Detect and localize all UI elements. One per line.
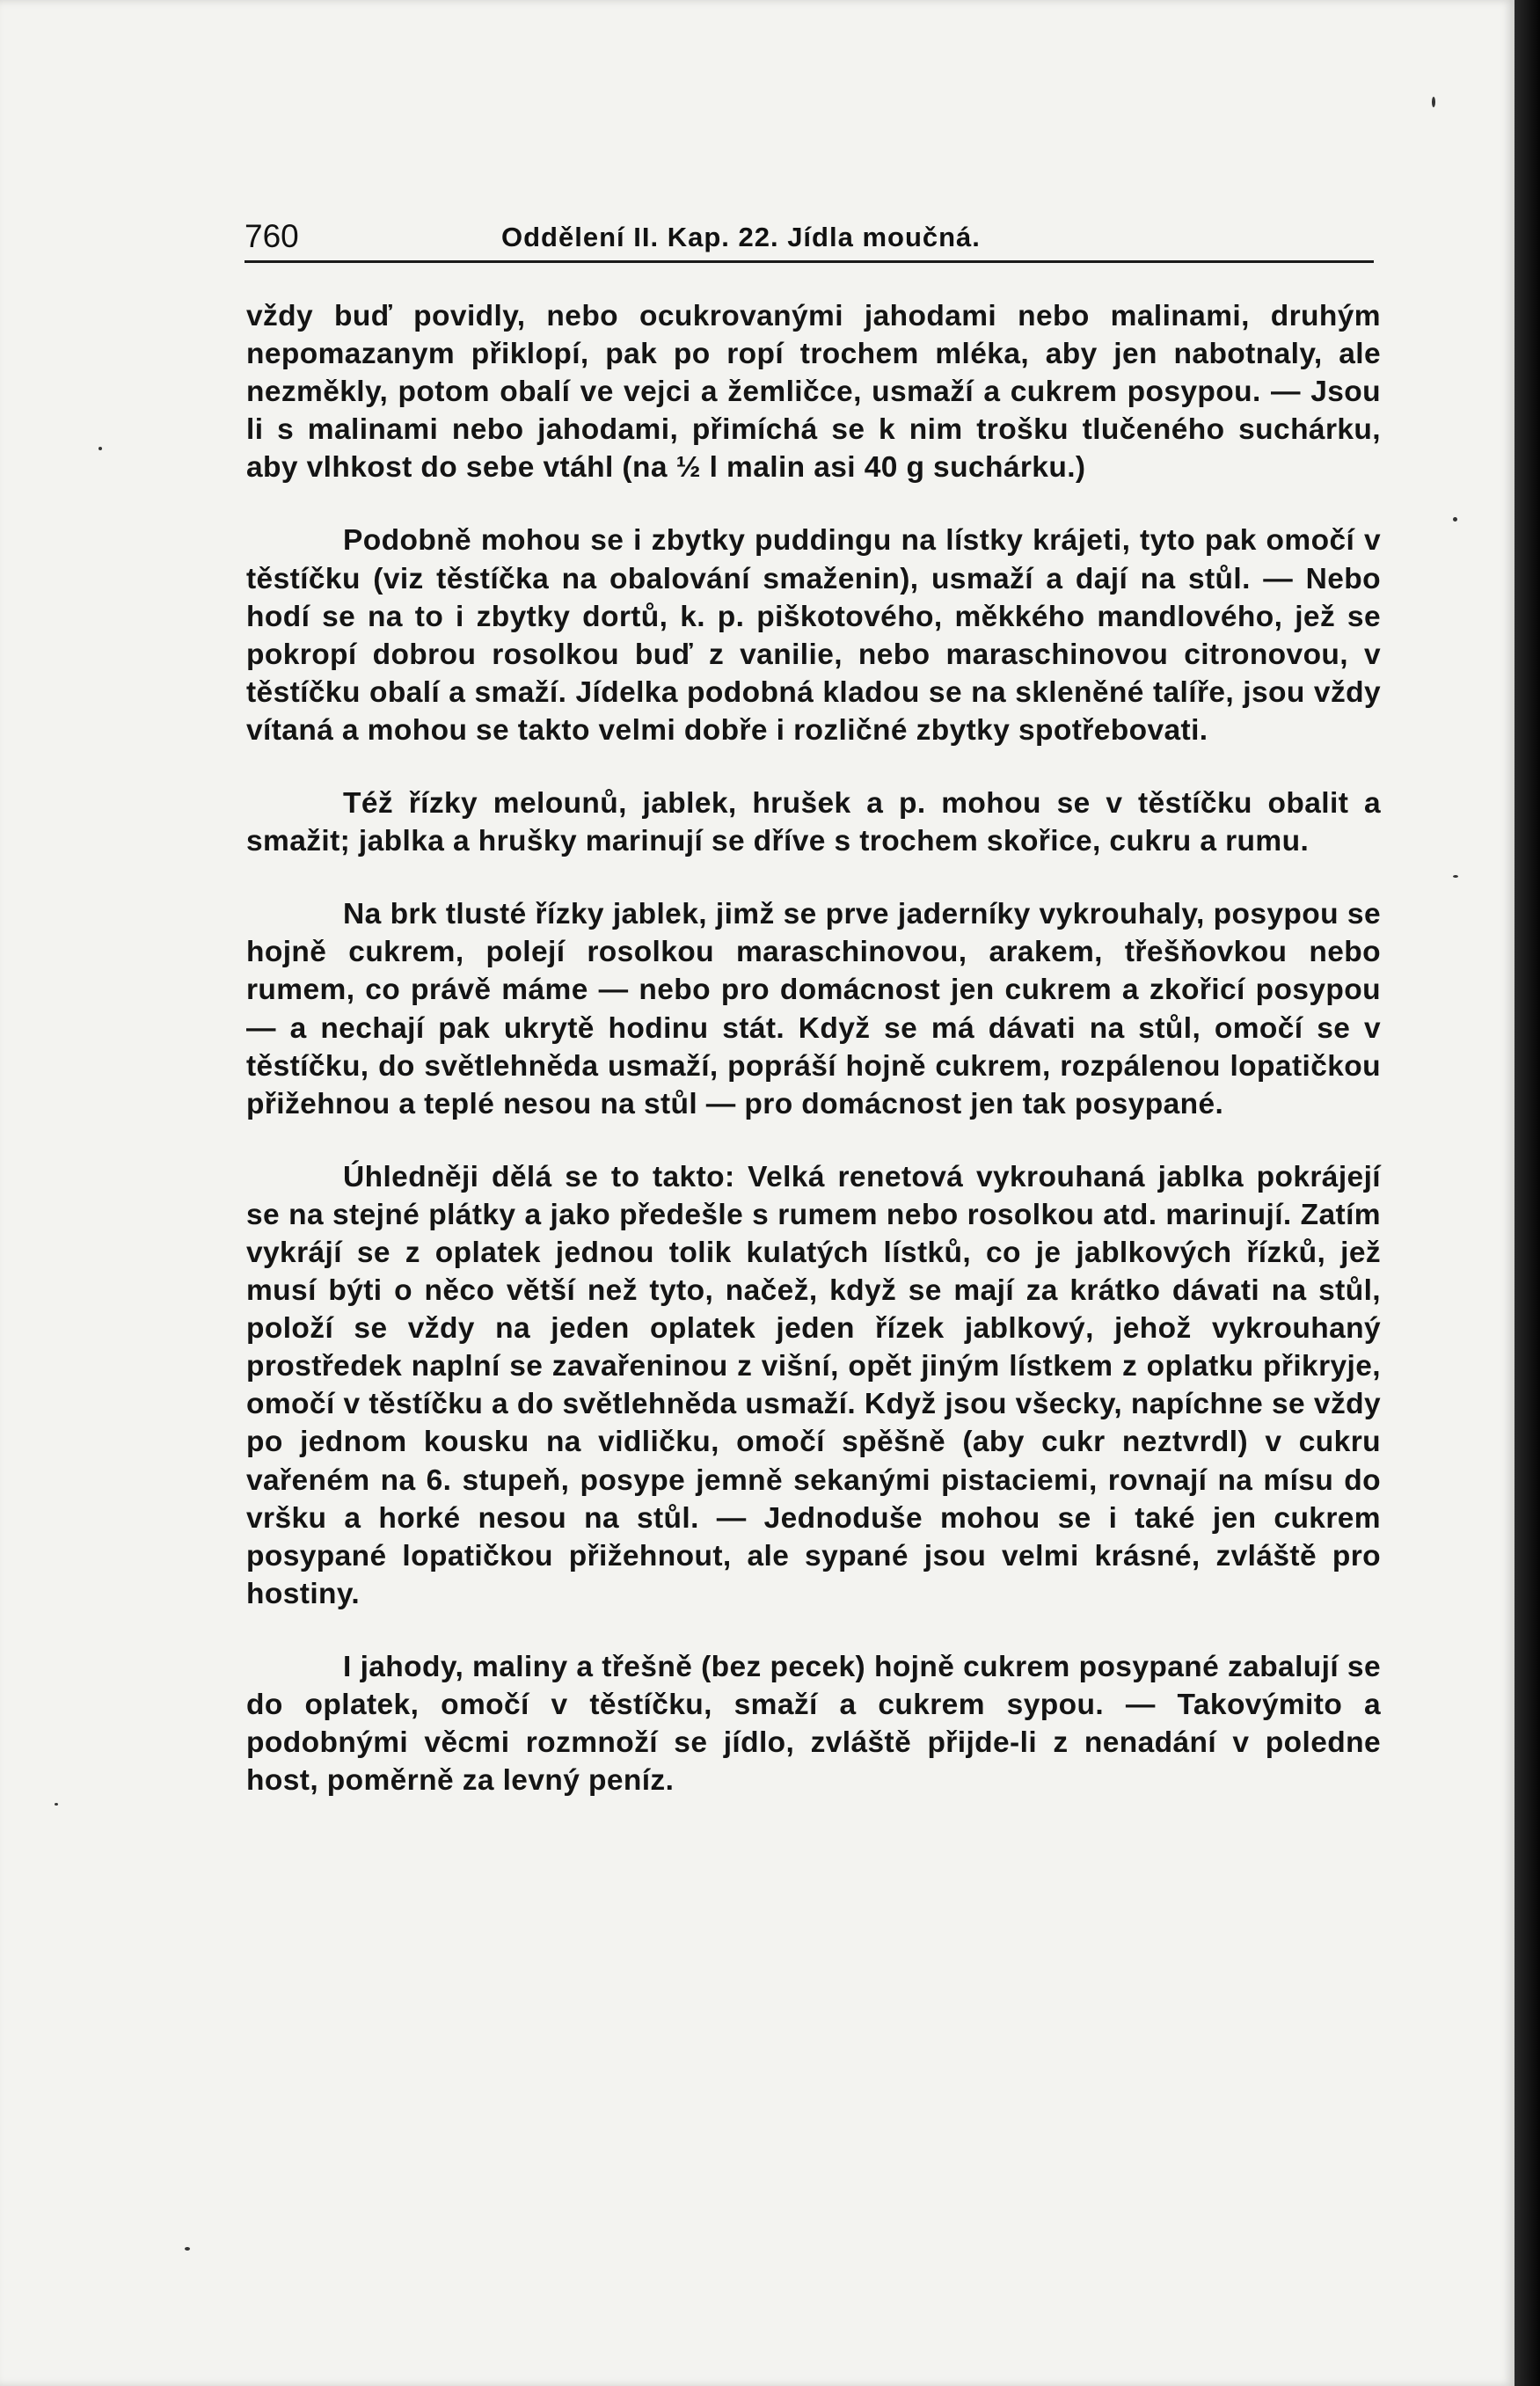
- paper-speck: [55, 1803, 58, 1806]
- paragraph: Na brk tlusté řízky jablek, jimž se prve jaderníky vykrouhaly, posypou se hojně cukrem, polejí rosolkou maraschinovou, arakem, třešňovkou nebo rumem, co právě máme — nebo pro domácnost jen cukrem a zkořicí posypou — a nechají pak ukrytě hodinu stát. Když se má dávati na stůl, omočí se v těstíčku, do světlehněda usmaží, popráší hojně cukrem, rozpálenou lopatičkou přižehnou a teplé nesou na stůl — pro domácnost jen tak posypané.: [246, 898, 1381, 1120]
- paper-speck: [1453, 517, 1457, 522]
- page-edge-shadow: [1514, 0, 1540, 2386]
- paragraph: Též řízky melounů, jablek, hrušek a p. mohou se v těstíčku obalit a smažit; jablka a hrušky marinují se dříve s trochem skořice, cukru a rumu.: [246, 787, 1381, 858]
- header-rule: [245, 260, 1374, 263]
- running-head: Oddělení II. Kap. 22. Jídla moučná.: [501, 222, 981, 252]
- paper-speck: [1453, 875, 1458, 878]
- paragraph: I jahody, maliny a třešně (bez pecek) hojně cukrem posypané zabalují se do oplatek, omočí v těstíčku, smaží a cukrem sypou. — Takovýmito a podobnými věcmi rozmnoží se jídlo, zvláště přijde-li z nenadání v poledne host, poměrně za levný peníz.: [246, 1650, 1381, 1798]
- paper-speck: [1432, 97, 1435, 107]
- paragraph: Podobně mohou se i zbytky puddingu na lístky krájeti, tyto pak omočí v těstíčku (viz těstíčka na obalování smaženin), usmaží a dají na stůl. — Nebo hodí se na to i zbytky dortů, k. p. piškotového, měkkého mandlového, jež se pokropí dobrou rosolkou buď z vanilie, nebo maraschinovou citronovou, v těstíčku obalí a smaží. Jídelka podobná kladou se na skleněné talíře, jsou vždy vítaná a mohou se takto velmi dobře i rozličné zbytky spotřebovati.: [246, 524, 1381, 747]
- page-header: [245, 218, 1374, 259]
- paragraph-continued: vždy buď povidly, nebo ocukrovanými jahodami nebo malinami, druhým nepomazanym přiklopí, pak po ropí trochem mléka, aby jen nabotnaly, ale nezměkly, potom obalí ve vejci a žemličce, usmaží a cukrem posypou. — Jsou li s malinami nebo jahodami, přimíchá se k nim trošku tlučeného suchárku, aby vlhkost do sebe vtáhl (na ½ l malin asi 40 g suchárku.): [246, 300, 1381, 485]
- paper-speck: [185, 2247, 190, 2251]
- paper-speck: [99, 447, 102, 450]
- page-body: [246, 297, 1381, 1835]
- page-number: 760: [245, 218, 299, 254]
- paragraph: Úhledněji dělá se to takto: Velká renetová vykrouhaná jablka pokrájejí se na stejné plátky a jako předešle s rumem nebo rosolkou atd. marinují. Zatím vykrájí se z oplatek jednou tolik kulatých lístků, co je jablkových řízků, jež musí býti o něco větší než tyto, načež, když se mají za krátko dávati na stůl, položí se vždy na jeden oplatek jeden řízek jablkový, jehož vykrouhaný prostředek naplní se zavařeninou z višní, opět jiným lístkem z oplatku přikryje, omočí v těstíčku a do světlehněda usmaží. Když jsou všecky, napíchne se vždy po jednom kousku na vidličku, omočí spěšně (aby cukr neztvrdl) v cukru vařeném na 6. stupeň, posype jemně sekanými pistaciemi, rovnají na mísu do vršku a horké nesou na stůl. — Jednoduše mohou se i také jen cukrem posypané lopatičkou přižehnout, ale sypané jsou velmi krásné, zvláště pro hostiny.: [246, 1160, 1381, 1610]
